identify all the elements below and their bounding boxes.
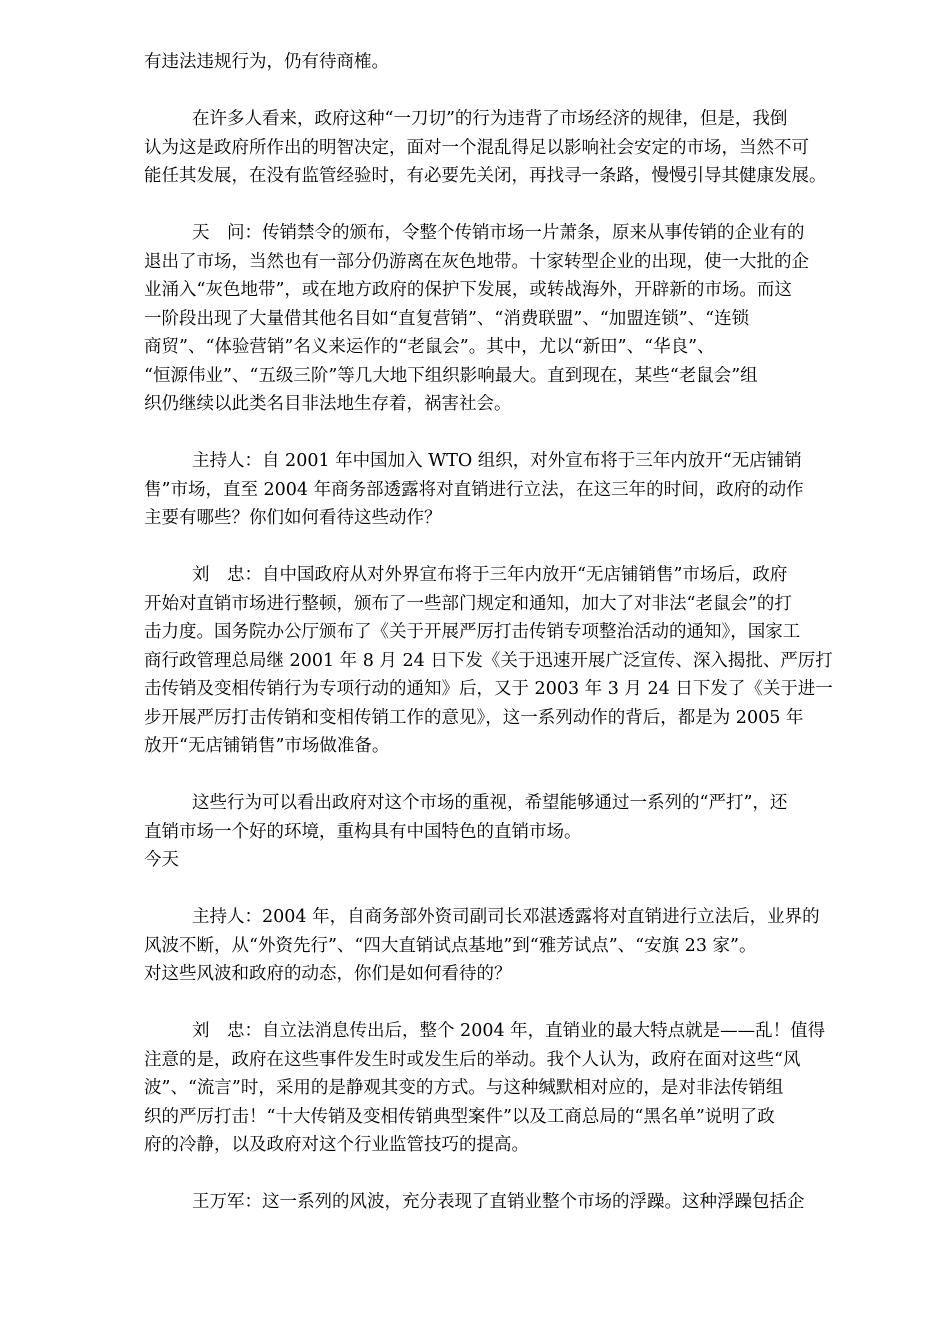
paragraph-line: 直销市场一个好的环境，重构具有中国特色的直销市场。 (144, 821, 582, 842)
paragraph-line: 击传销及变相传销行为专项行动的通知》后，又于 2003 年 3 月 24 日下发了《关于进一 (144, 679, 833, 699)
paragraph-line: 有违法违规行为，仍有待商榷。 (144, 52, 389, 72)
paragraph-spacer (144, 761, 884, 790)
paragraph-line: 主持人：自 2001 年中国加入 WTO 组织，对外宣布将于三年内放开“无店铺销 (192, 451, 802, 471)
paragraph-line: 售”市场，直至 2004 年商务部透露将对直销进行立法，在这三年的时间，政府的动作 (144, 479, 804, 500)
paragraph-line: 风波不断，从“外资先行”、“四大直销试点基地”到“雅芳试点”、“安旗 23 家”。 (144, 935, 757, 956)
paragraph-line: “恒源伟业”、“五级三阶”等几大地下组织影响最大。直到现在，某些“老鼠会”组 (144, 365, 758, 386)
document-body (144, 48, 884, 1217)
paragraph-line: 步开展严厉打击传销和变相传销工作的意见》，这一系列动作的背后，都是为 2005 年 (144, 707, 804, 728)
paragraph-line: 府的冷静，以及政府对这个行业监管技巧的提高。 (144, 1135, 529, 1155)
paragraph-line: 击力度。国务院办公厅颁布了《关于开展严厉打击传销专项整治活动的通知》，国家工 (144, 622, 801, 642)
paragraph-line: 业涌入“灰色地带”，或在地方政府的保护下发展，或转战海外，开辟新的市场。而这 (144, 280, 792, 300)
paragraph-spacer (144, 989, 884, 1018)
paragraph-line: 退出了市场，当然也有一部分仍游离在灰色地带。十家转型企业的出现，使一大批的企 (144, 251, 809, 272)
paragraph-line: 在许多人看来，政府这种“一刀切”的行为违背了市场经济的规律，但是，我倒 (192, 109, 788, 129)
paragraph-spacer (144, 875, 884, 904)
paragraph-spacer (144, 1160, 884, 1189)
paragraph-line: 今天 (144, 850, 179, 870)
paragraph-line: 能任其发展，在没有监管经验时，有必要先关闭，再找寻一条路，慢慢引导其健康发展。 (144, 166, 827, 186)
paragraph-line: 刘 忠：自中国政府从对外界宣布将于三年内放开“无店铺销售”市场后，政府 (192, 565, 788, 585)
paragraph-line: 放开“无店铺销售”市场做准备。 (144, 736, 390, 756)
paragraph-line: 注意的是，政府在这些事件发生时或发生后的举动。我个人认为，政府在面对这些“风 (144, 1049, 801, 1070)
paragraph-line: 织的严厉打击！“十大传销及变相传销典型案件”以及工商总局的“黑名单”说明了政 (144, 1106, 775, 1127)
paragraph-line: 商贸”、“体验营销”名义来运作的“老鼠会”。其中，尤以“新田”、“华良”、 (144, 337, 715, 357)
paragraph-line: 织仍继续以此类名目非法地生存着，祸害社会。 (144, 394, 512, 414)
paragraph-line: 一阶段出现了大量借其他名目如“直复营销”、“消费联盟”、“加盟连锁”、“连锁 (144, 308, 750, 329)
paragraph-line: 开始对直销市场进行整顿，颁布了一些部门规定和通知，加大了对非法“老鼠会”的打 (144, 593, 792, 614)
paragraph-line: 主持人：2004 年，自商务部外资司副司长邓湛透露将对直销进行立法后，业界的 (192, 907, 820, 927)
paragraph-spacer (144, 533, 884, 562)
paragraph-line: 波”、“流言”时，采用的是静观其变的方式。与这种缄默相对应的，是对非法传销组 (144, 1078, 784, 1098)
paragraph-spacer (144, 77, 884, 106)
paragraph-spacer (144, 419, 884, 448)
paragraph-spacer (144, 191, 884, 220)
paragraph-line: 王万军：这一系列的风波，充分表现了直销业整个市场的浮躁。这种浮躁包括企 (192, 1192, 805, 1212)
paragraph-line: 对这些风波和政府的动态，你们是如何看待的？ (144, 964, 512, 984)
paragraph-line: 主要有哪些？你们如何看待这些动作？ (144, 508, 442, 528)
paragraph-line: 刘 忠：自立法消息传出后，整个 2004 年，直销业的最大特点就是——乱！值得 (192, 1021, 826, 1041)
paragraph-line: 商行政管理总局继 2001 年 8 月 24 日下发《关于迅速开展广泛宣传、深入揭批、严厉打 (144, 650, 833, 671)
paragraph-line: 这些行为可以看出政府对这个市场的重视，希望能够通过一系列的“严打”，还 (192, 793, 788, 813)
paragraph-line: 认为这是政府所作出的明智决定，面对一个混乱得足以影响社会安定的市场，当然不可 (144, 137, 809, 158)
paragraph-line: 天 问：传销禁令的颁布，令整个传销市场一片萧条，原来从事传销的企业有的 (192, 223, 805, 243)
